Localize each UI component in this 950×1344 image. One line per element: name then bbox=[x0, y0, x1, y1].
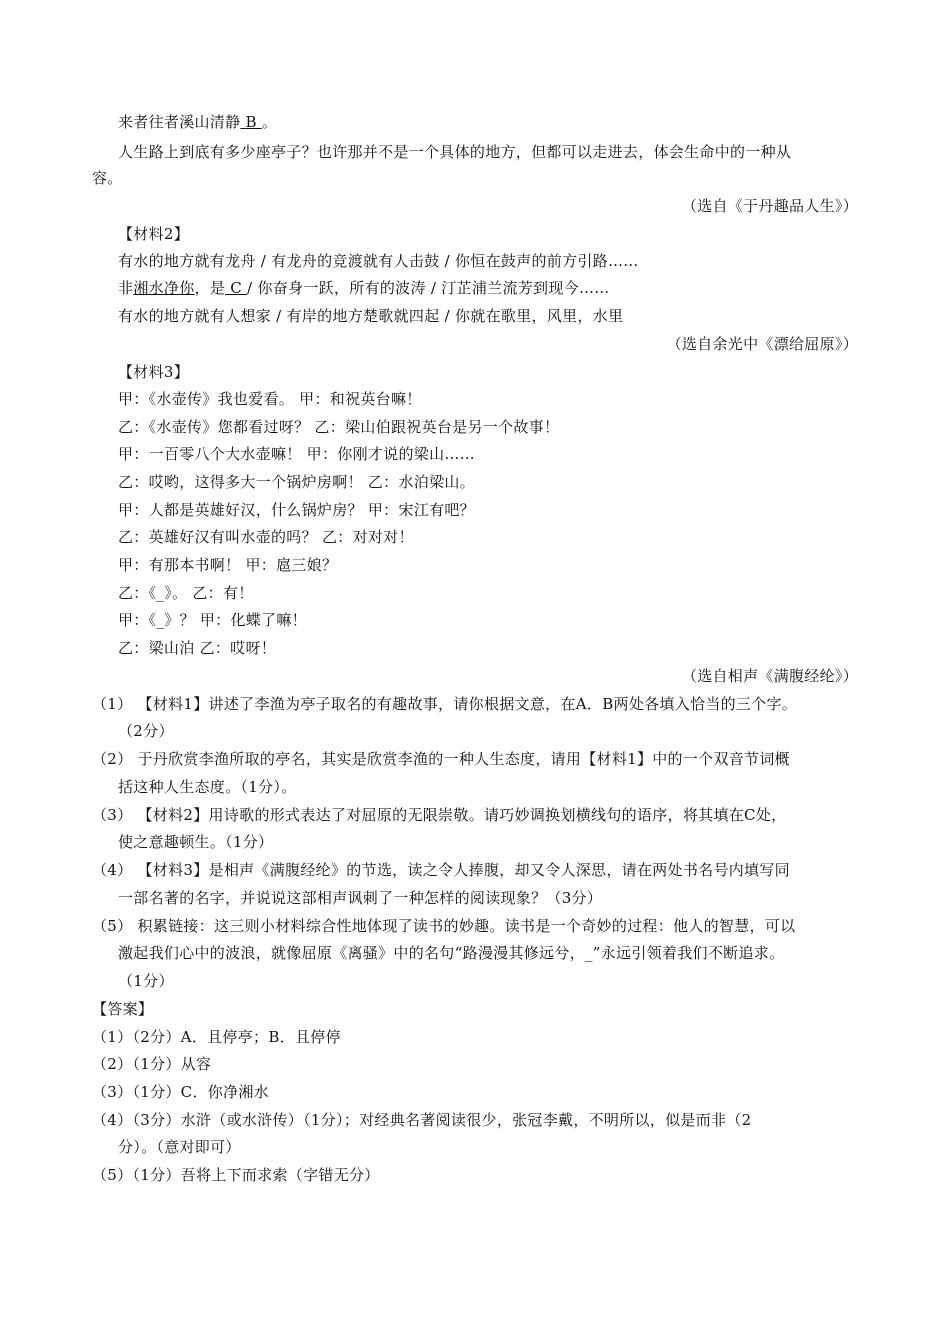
m1-para2-line1: 人生路上到底有多少座亭子？也许那并不是一个具体的地方，但都可以走进去，体会生命中的一种从 bbox=[118, 143, 792, 161]
dialogue-line: 乙：《水壶传》您都看过呀？ 乙：梁山伯跟祝英台是另一个故事！ bbox=[118, 418, 560, 436]
m2-source: （选自余光中《漂给屈原》） bbox=[666, 335, 858, 353]
answer-5: （5）（1分）吾将上下而求索（字错无分） bbox=[92, 1166, 380, 1184]
blank-c: C bbox=[225, 279, 248, 297]
m1-source: （选自《于丹趣品人生》） bbox=[681, 197, 858, 215]
answer-3: （3）（1分）C．你净湘水 bbox=[92, 1083, 269, 1101]
m1-line1 bbox=[118, 112, 277, 132]
dialogue-line: 甲：人都是英雄好汉，什么锅炉房？ 甲：宋江有吧？ bbox=[118, 501, 475, 519]
dialogue-line: 甲：《_》？ 甲：化蝶了嘛！ bbox=[118, 611, 307, 629]
question-2: （2） 于丹欣赏李渔所取的亭名，其实是欣赏李渔的一种人生态度，请用【材料1】中的一个双音节词概 bbox=[92, 750, 790, 768]
dialogue-line: 甲：有那本书啊！ 甲：扈三娘？ bbox=[118, 556, 338, 574]
question-2-cont: 括这种人生态度。（1分）。 bbox=[118, 778, 297, 796]
dialogue-line: 甲：一百零八个大水壶嘛！ 甲：你刚才说的梁山…… bbox=[118, 445, 475, 463]
m2-line2-mid: ，是 bbox=[194, 279, 226, 297]
question-4: （4） 【材料3】是相声《满腹经纶》的节选，读之令人捧腹，却又令人深思，请在两处书名号内填写同 bbox=[92, 861, 790, 879]
m2-heading: 【材料2】 bbox=[118, 225, 190, 243]
answer-4-cont: 分）。（意对即可） bbox=[118, 1138, 241, 1156]
dialogue-line: 乙：梁山泊 乙：哎呀！ bbox=[118, 639, 277, 657]
question-3-cont: 使之意趣顿生。（1分） bbox=[118, 833, 274, 851]
underlined-phrase: 湘水净你 bbox=[133, 279, 195, 297]
question-5-cont: 激起我们心中的波浪，就像屈原《离骚》中的名句“路漫漫其修远兮，_”永远引领着我们不断追求。 bbox=[118, 944, 785, 962]
m1-para2-line2: 容。 bbox=[92, 169, 123, 187]
answer-2: （2）（1分）从容 bbox=[92, 1055, 212, 1073]
m2-line2 bbox=[118, 278, 610, 298]
m3-heading: 【材料3】 bbox=[118, 363, 190, 381]
answers-heading: 【答案】 bbox=[92, 1000, 154, 1018]
question-3: （3） 【材料2】用诗歌的形式表达了对屈原的无限崇敬。请巧妙调换划横线句的语序，将其填在C处， bbox=[92, 806, 787, 824]
dialogue-line: 乙：哎哟，这得多大一个锅炉房啊！ 乙：水泊梁山。 bbox=[118, 473, 475, 491]
blank-b: B bbox=[240, 113, 262, 131]
m3-source: （选自相声《满腹经纶》） bbox=[681, 667, 858, 685]
dialogue-line: 乙：《_》。 乙：有！ bbox=[118, 584, 254, 602]
m1-line1-end: 。 bbox=[261, 113, 278, 131]
dialogue-line: 乙：英雄好汉有叫水壶的吗？ 乙：对对对！ bbox=[118, 528, 414, 546]
m1-line1-text: 来者往者溪山清静 bbox=[118, 113, 241, 131]
answer-4: （4）（3分）水浒（或水浒传）（1分）；对经典名著阅读很少，张冠李戴，不明所以，似是而非（2 bbox=[92, 1111, 752, 1129]
question-1: （1） 【材料1】讲述了李渔为亭子取名的有趣故事，请你根据文意，在A．B两处各填入恰当的三个字。 bbox=[92, 695, 798, 713]
answer-1: （1）（2分）A．且停亭；B．且停停 bbox=[92, 1028, 341, 1046]
m2-line3: 有水的地方就有人想家 / 有岸的地方楚歌就四起 / 你就在歌里，风里，水里 bbox=[118, 307, 624, 325]
question-1-cont: （2分） bbox=[118, 722, 174, 740]
m2-line1: 有水的地方就有龙舟 / 有龙舟的竞渡就有人击鼓 / 你恒在鼓声的前方引路…… bbox=[118, 252, 639, 270]
question-5-cont2: （1分） bbox=[118, 972, 174, 990]
question-5: （5） 积累链接：这三则小材料综合性地体现了读书的妙趣。读书是一个奇妙的过程：他人的智慧，可以 bbox=[92, 917, 796, 935]
m2-line2-pre: 非 bbox=[118, 279, 134, 297]
m2-line2-post: / 你奋身一跃，所有的波涛 / 汀芷浦兰流芳到现今…… bbox=[247, 279, 610, 297]
dialogue-line: 甲：《水壶传》我也爱看。 甲：和祝英台嘛！ bbox=[118, 390, 422, 408]
question-4-cont: 一部名著的名字，并说说这部相声讽刺了一种怎样的阅读现象？（3分） bbox=[118, 889, 603, 907]
